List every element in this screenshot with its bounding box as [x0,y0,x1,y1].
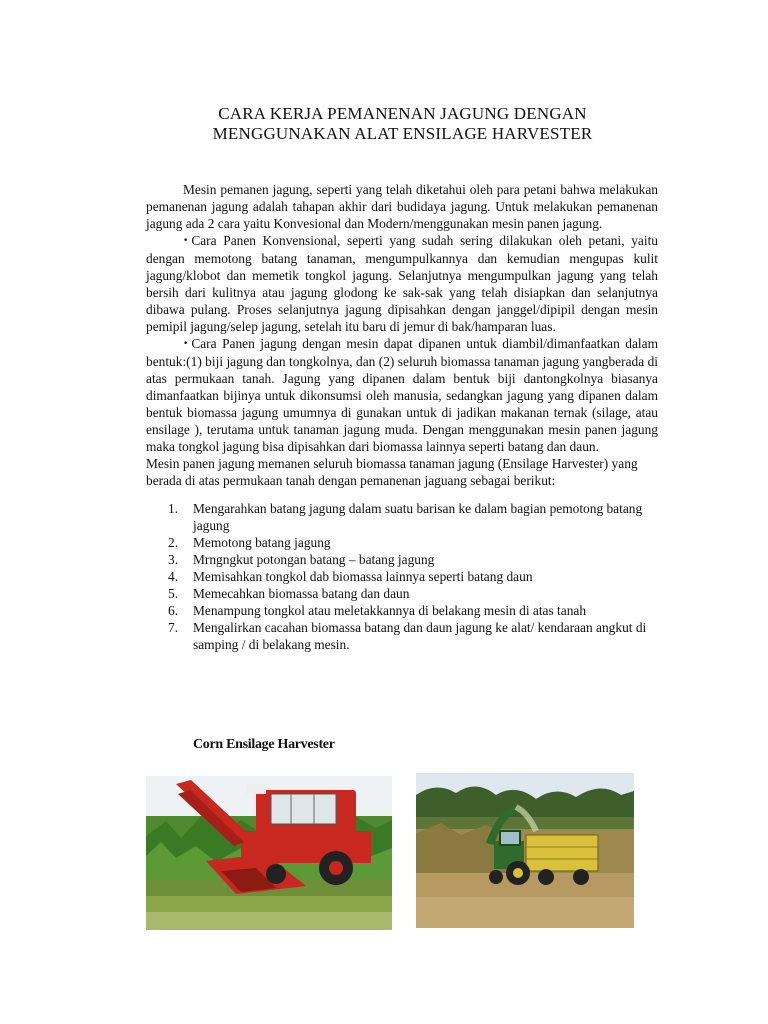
list-item-text: Mrngngkut potongan batang – batang jagung [193,552,435,567]
list-item [146,551,658,568]
list-item-text: Memecahkan biomassa batang dan daun [193,586,410,601]
tractor-illustration [416,773,634,928]
list-item-number: 7. [168,620,179,635]
document-body [146,181,658,653]
list-item-number: 2. [168,535,179,550]
harvest-steps-list [146,500,658,653]
bullet-text-conventional: Cara Panen Konvensional, seperti yang sudah sering dilakukan oleh petani, yaitu dengan memotong batang tanaman, mengumpulkannya dan kemudian mengupas kulit jagung/klobot dan memetik tongkol jagung. Selanjutnya mengumpulkan jagung yang telah bersih dari kulitnya atau jagung glodong ke sak-sak yang telah disiapkan dan selanjutnya dibawa pulang. Proses selanjutnya jagung dipisahkan dengan janggel/dipipil dengan mesin pemipil jagung/selep jagung, setelah itu baru di jemur di bak/hamparan luas. [146,233,658,334]
bullet-icon: • [183,339,189,349]
list-item [146,602,658,619]
title-line-2: MENGGUNAKAN ALAT ENSILAGE HARVESTER [212,124,593,143]
list-item [146,585,658,602]
list-item-number: 3. [168,552,179,567]
list-item [146,500,658,534]
list-item-number: 1. [168,501,179,516]
bullet-paragraph-machine [146,335,658,455]
list-item-text: Memotong batang jagung [193,535,331,550]
figure-heading: Corn Ensilage Harvester [193,737,335,752]
list-item-number: 5. [168,586,179,601]
list-item [146,619,658,653]
list-item-number: 4. [168,569,179,584]
list-item-text: Memisahkan tongkol dab biomassa lainnya seperti batang daun [193,569,533,584]
list-item [146,534,658,551]
list-item-text: Menampung tongkol atau meletakkannya di belakang mesin di atas tanah [193,603,587,618]
list-item-number: 6. [168,603,179,618]
steps-intro-paragraph: Mesin panen jagung memanen seluruh biomassa tanaman jagung (Ensilage Harvester) yang berada di atas permukaan tanah dengan pemanenan jaguang sebagai berikut: [146,456,638,488]
title-line-1: CARA KERJA PEMANENAN JAGUNG DENGAN [218,104,587,123]
list-item-text: Mengarahkan batang jagung dalam suatu barisan ke dalam bagian pemotong batang jagung [193,501,643,533]
bullet-text-machine: Cara Panen jagung dengan mesin dapat dipanen untuk diambil/dimanfaatkan dalam bentuk:(1) biji jagung dan tongkolnya, dan (2) seluruh biomassa tanaman jagung yangberada di atas permukaan tanah. Jagung yang dipanen dalam bentuk biji dantongkolnya biasanya dimanfaatkan bijinya untuk dikonsumsi oleh manusia, sedangkan jagung yang dipanen dalam bentuk biomassa jagung umumnya di gunakan untuk di jadikan makanan ternak (silage, atau ensilage ), terutama untuk tanaman jagung muda. Dengan menggunakan mesin panen jagung maka tongkol jagung bisa dipisahkan dari biomassa lainnya seperti batang dan daun. [146,336,658,454]
harvester-illustration [146,776,392,930]
bullet-paragraph-conventional [146,232,658,335]
document-title [150,104,655,144]
tractor-trailer-photo [416,773,634,928]
bullet-icon: • [183,236,189,246]
corn-harvester-photo [146,776,392,930]
intro-paragraph: Mesin pemanen jagung, seperti yang telah diketahui oleh para petani bahwa melakukan pemanenan jagung adalah tahapan akhir dari budidaya jagung. Untuk melakukan pemanenan jagung ada 2 cara yaitu Konvesional dan Modern/menggunakan mesin panen jagung. [146,182,658,231]
list-item-text: Mengalirkan cacahan biomassa batang dan daun jagung ke alat/ kendaraan angkut di samping / di belakang mesin. [193,620,647,652]
list-item [146,568,658,585]
